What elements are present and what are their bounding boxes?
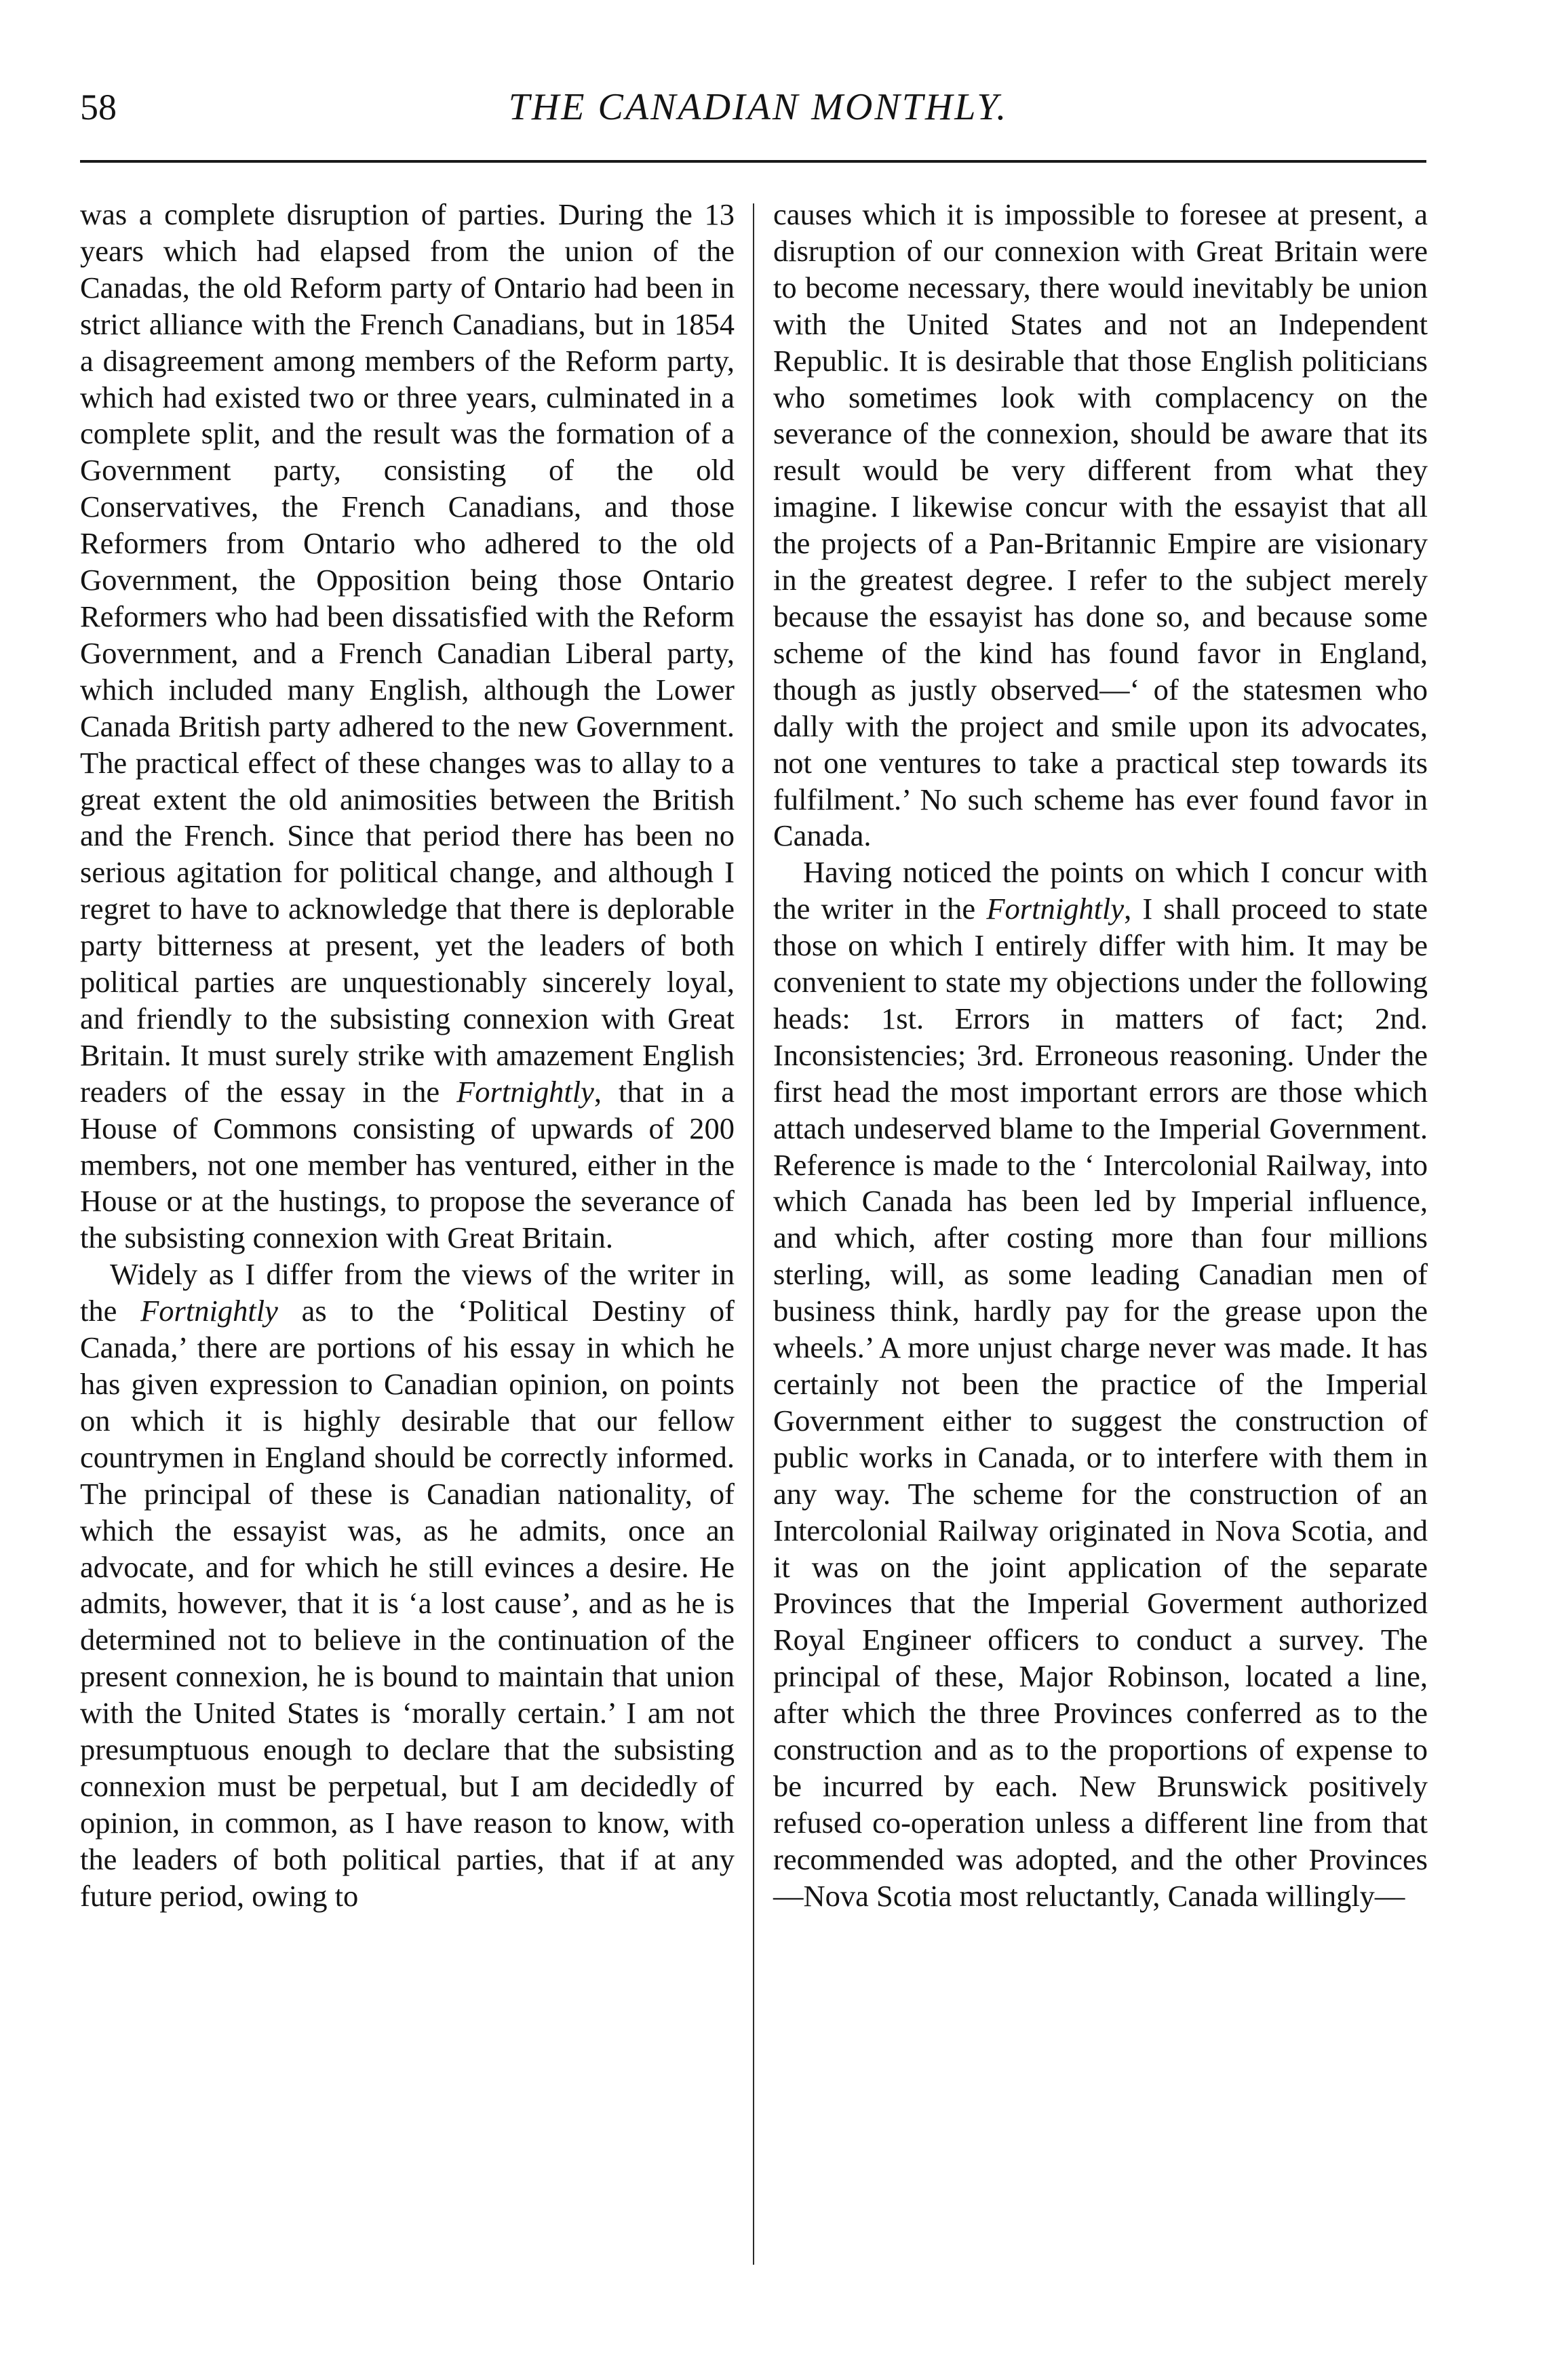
left-paragraph-1 [80, 197, 735, 1256]
text-segment: was a complete disruption of parties. During the 13 years which had elapsed from the union of the Canadas, the old Reform party of Ontario had been in strict alliance with the French Canadians, but in 1854 a disagreement among members of the Reform party, which had existed two or three years, culminated in a complete split, and the result was the formation of a Government party, consisting of the old Conservatives, the French Canadians, and those Reformers from Ontario who adhered to the old Government, the Opposition being those Ontario Reformers who had been dissatisfied with the Reform Government, and a French Canadian Liberal party, which included many English, although the Lower Canada British party adhered to the new Government. The practical effect of these changes was to allay to a great extent the old animosities between the British and the French. Since that period there has been no serious agitation for political change, and although I regret to have to acknowledge that there is deplorable party bitterness at present, yet the leaders of both political parties are unquestionably sincerely loyal, and friendly to the subsisting connexion with Great Britain. It must surely strike with amazement English readers of the essay in the [80, 197, 735, 1109]
italic-title-segment: Fortnightly [140, 1294, 278, 1328]
italic-title-segment: Fortnightly [456, 1074, 594, 1109]
header-rule [80, 160, 1426, 163]
left-column [80, 197, 735, 1915]
right-paragraph-1 [773, 197, 1428, 854]
text-segment: Having noticed the points on which I concur with the writer in the [773, 855, 1428, 926]
text-segment: causes which it is impossible to foresee at present, a disruption of our connexion with Great Britain were to become necessary, there would inevitably be union with the United States and not an Independent Republic. It is desirable that those English politicians who sometimes look with complacency on the severance of the connexion, should be aware that its result would be very different from what they imagine. I likewise concur with the essayist that all the projects of a Pan-Britannic Empire are visionary in the greatest degree. I refer to the subject merely because the essayist has done so, and because some scheme of the kind has found favor in England, though as justly observed—‘ of the statesmen who dally with the project and smile upon its advocates, not one ventures to take a practical step towards its fulfilment.’ No such scheme has ever found favor in Canada. [773, 197, 1428, 853]
page-number: 58 [80, 87, 117, 127]
running-title: THE CANADIAN MONTHLY. [508, 86, 1009, 128]
text-segment: , that in a House of Commons consisting of upwards of 200 members, not one member has ventured, either in the House or at the hustings, to propose the severance of the subsisting connexion with Great Britain. [80, 1074, 735, 1255]
italic-title-segment: Fortnightly [986, 892, 1125, 926]
page-header [80, 80, 1437, 134]
right-column [773, 197, 1428, 1915]
left-paragraph-2 [80, 1256, 735, 1914]
text-segment: , I shall proceed to state those on which I entirely differ with him. It may be convenient to state my objections under the following heads: 1st. Errors in matters of fact; 2nd. Inconsistencies; 3rd. Erroneous reasoning. Under the first head the most important errors are those which attach undeserved blame to the Imperial Government. Reference is made to the ‘ Intercolonial Railway, into which Canada has been led by Imperial influence, and which, after costing more than four millions sterling, will, as some leading Canadian men of business think, hardly pay for the grease upon the wheels.’ A more unjust charge never was made. It has certainly not been the practice of the Imperial Government either to suggest the construction of public works in Canada, or to interfere with them in any way. The scheme for the construction of an Intercolonial Railway originated in Nova Scotia, and it was on the joint application of the separate Provinces that the Imperial Goverment authorized Royal Engineer officers to conduct a survey. The principal of these, Major Robinson, located a line, after which the three Provinces conferred as to the construction and as to the proportions of expense to be incurred by each. New Brunswick positively refused co-operation unless a different line from that recommended was adopted, and the other Provinces—Nova Scotia most reluctantly, Canada willingly— [773, 892, 1428, 1913]
column-divider [753, 203, 754, 2265]
right-paragraph-2 [773, 854, 1428, 1914]
text-segment: Widely as I differ from the views of the writer in the [80, 1257, 735, 1328]
text-segment: as to the ‘Political Destiny of Canada,’ there are portions of his essay in which he has given expression to Canadian opinion, on points on which it is highly desirable that our fellow countrymen in England should be correctly informed. The principal of these is Canadian nationality, of which the essayist was, as he admits, once an advocate, and for which he still evinces a desire. He admits, however, that it is ‘a lost cause’, and as he is determined not to believe in the continuation of the present connexion, he is bound to maintain that union with the United States is ‘morally certain.’ I am not presumptuous enough to declare that the subsisting connexion must be perpetual, but I am decidedly of opinion, in common, as I have reason to know, with the leaders of both political parties, that if at any future period, owing to [80, 1294, 735, 1913]
